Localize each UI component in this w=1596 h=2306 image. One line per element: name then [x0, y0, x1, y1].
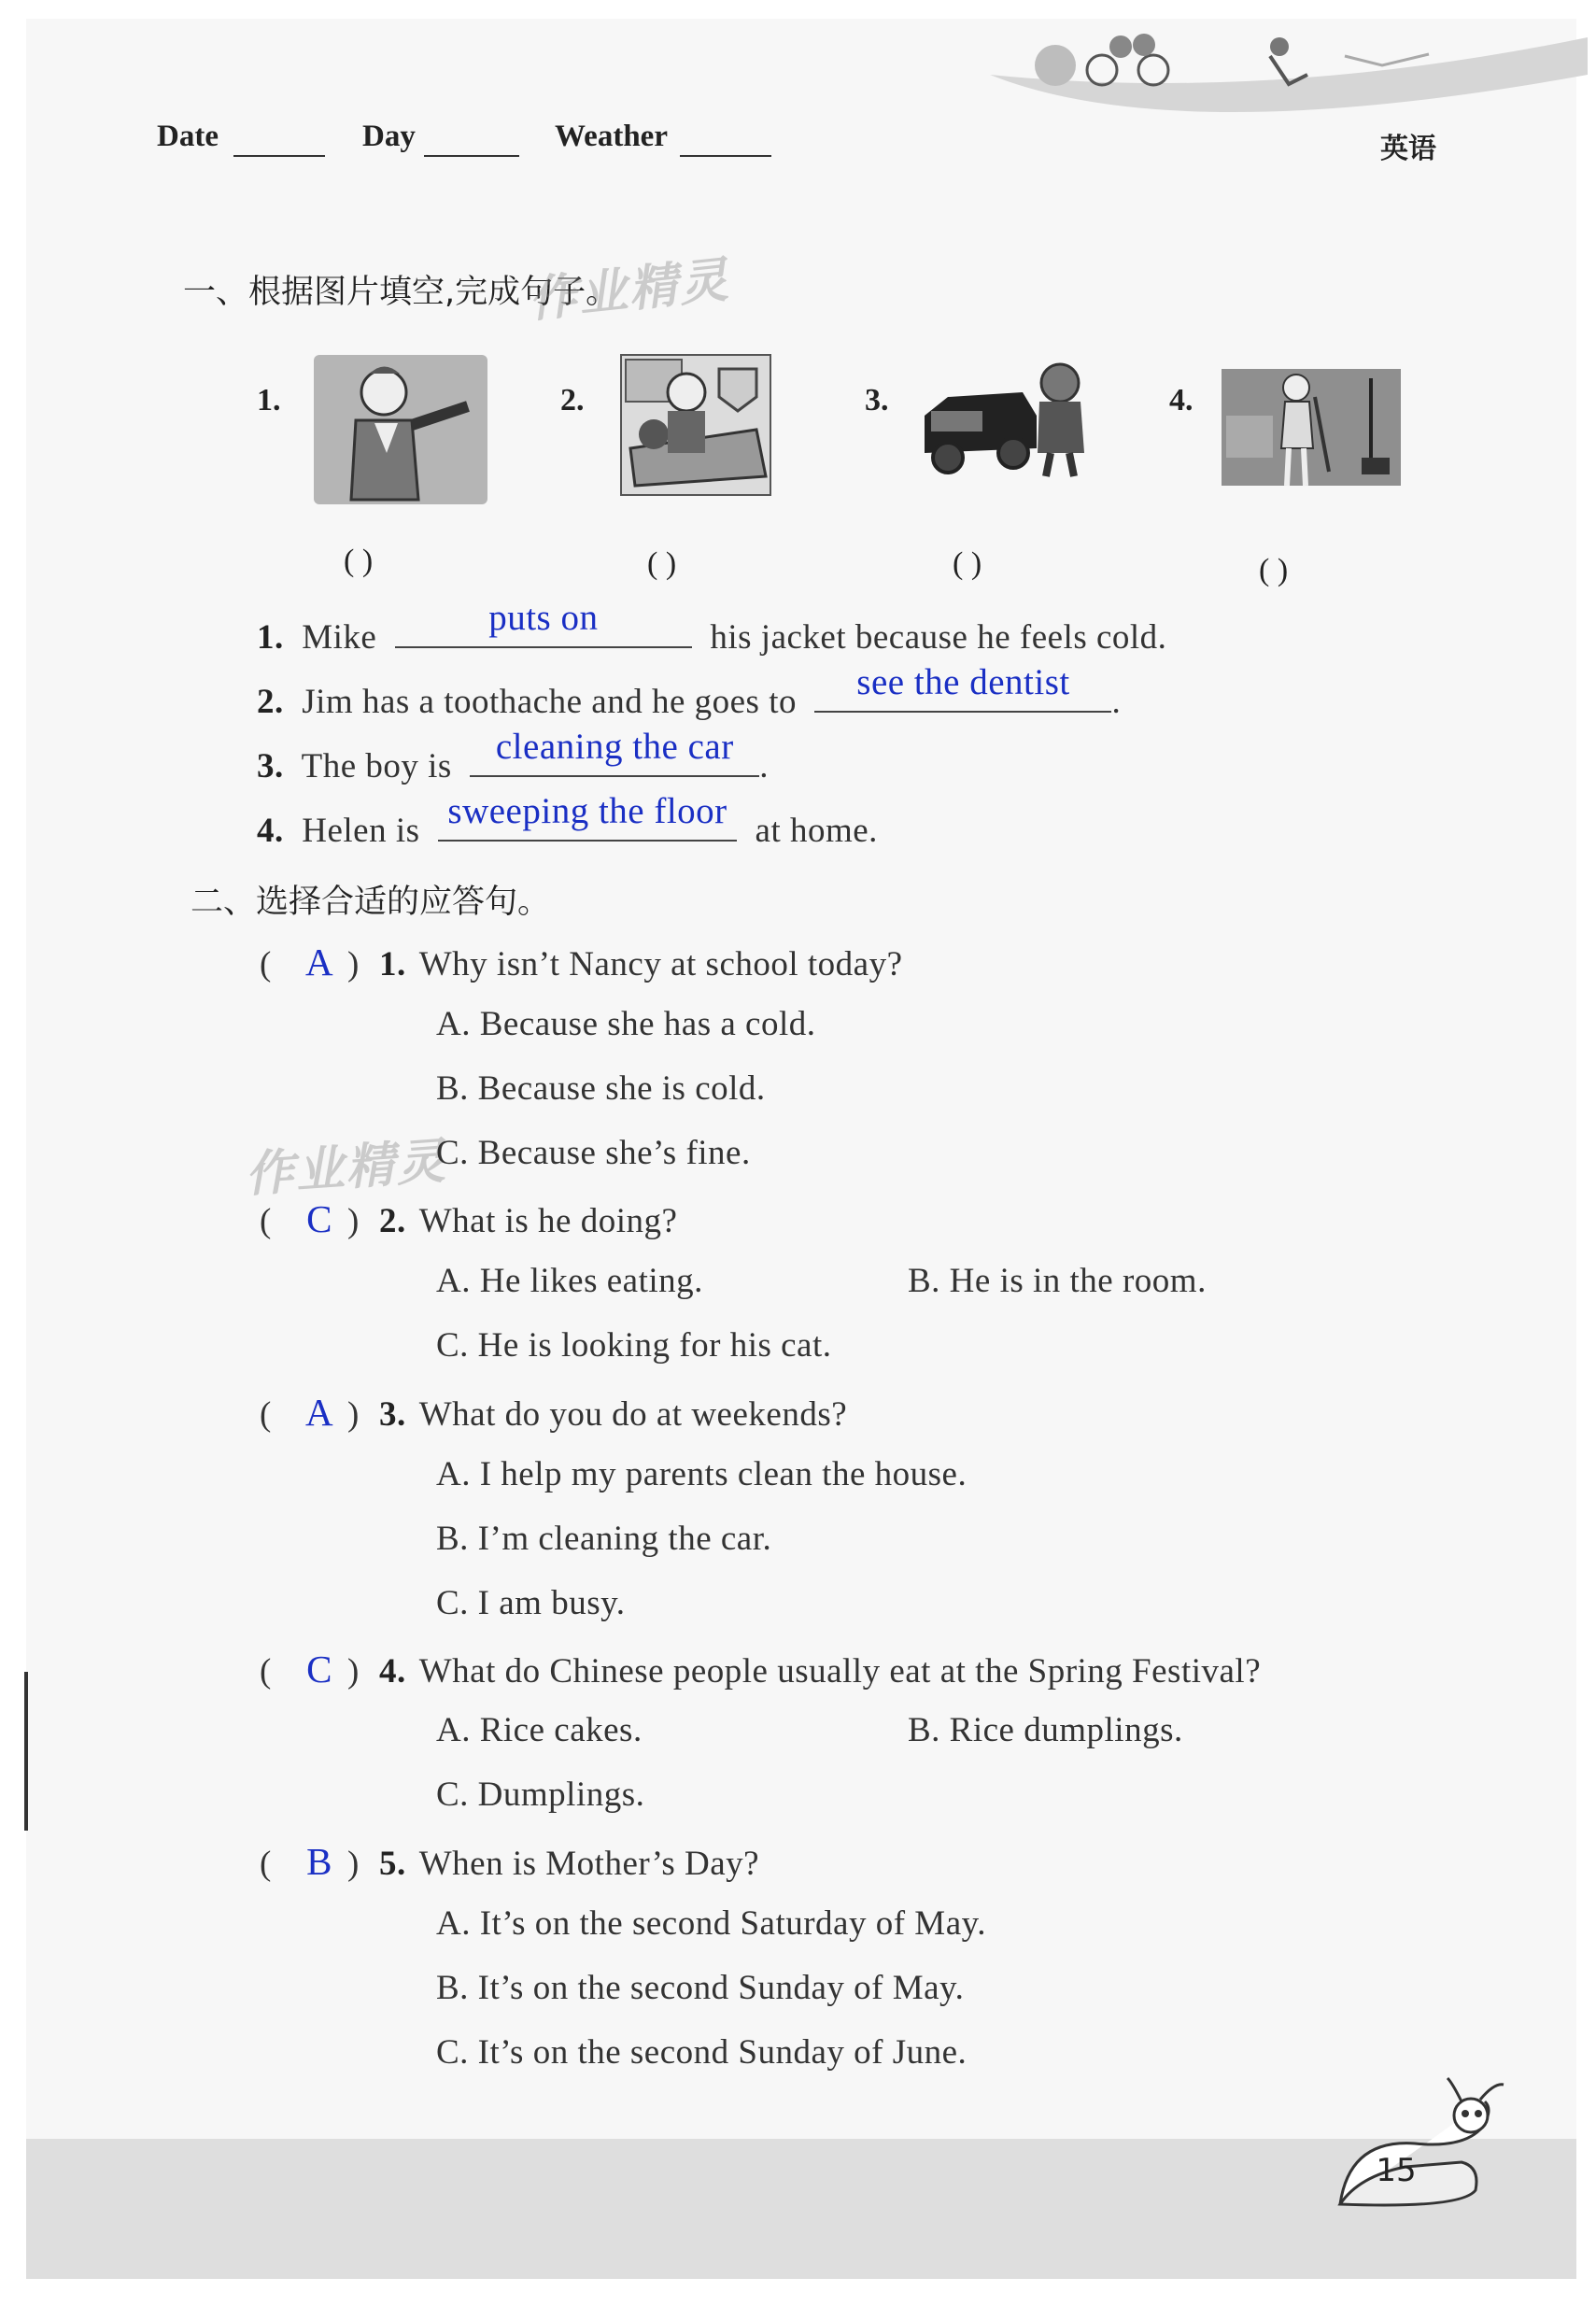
option-b: B. It’s on the second Sunday of May.	[436, 1969, 965, 2007]
option-c: C. Dumplings.	[436, 1775, 645, 1814]
sentence-1	[257, 598, 1167, 658]
question-text: What is he doing?	[418, 1202, 678, 1240]
picture-paren-3[interactable]: ( )	[953, 546, 982, 581]
sentence-4	[257, 791, 878, 851]
margin-line	[24, 1672, 28, 1831]
man-shivering-icon	[314, 350, 487, 509]
sentence-text: Helen is	[302, 812, 420, 850]
handwritten-answer: cleaning the car	[495, 727, 734, 767]
sentence-text: his jacket because he feels cold.	[710, 618, 1167, 657]
question-number: 3.	[379, 1395, 406, 1434]
answer-blank[interactable]	[395, 598, 692, 648]
option-c: C. I am busy.	[436, 1584, 626, 1622]
sentence-text: .	[1111, 683, 1122, 721]
question-number: 2.	[379, 1202, 406, 1240]
picture-number-3: 3.	[865, 383, 889, 417]
date-label: Date	[157, 120, 219, 153]
section1-title: 一、根据图片填空,完成句子。	[183, 274, 619, 311]
dentist-icon	[616, 346, 777, 509]
question-3: ( A ) 3. What do you do at weekends?	[260, 1391, 848, 1434]
picture-number-2: 2.	[560, 383, 585, 417]
question-text: What do Chinese people usually eat at the Spring Festival?	[418, 1652, 1262, 1691]
page-number: 15	[1376, 2152, 1417, 2189]
picture-number-4: 4.	[1169, 383, 1193, 417]
option-b: B. Rice dumplings.	[908, 1711, 1183, 1749]
sentence-number: 1.	[257, 618, 284, 657]
option-a: A. He likes eating.	[436, 1262, 703, 1300]
option-b: B. Because she is cold.	[436, 1069, 766, 1108]
option-c: C. He is looking for his cat.	[436, 1326, 832, 1365]
option-a: A. I help my parents clean the house.	[436, 1455, 967, 1493]
sentence-2	[257, 662, 1122, 722]
sentence-text: The boy is	[301, 747, 452, 785]
day-label: Day	[362, 120, 416, 153]
section2-title: 二、选择合适的应答句。	[191, 884, 551, 921]
question-text: Why isn’t Nancy at school today?	[418, 945, 903, 983]
watermark-logo: 作业精灵	[526, 251, 733, 330]
question-4: ( C ) 4. What do Chinese people usually eat at the Spring Festival?	[260, 1648, 1262, 1691]
sentence-text: at home.	[755, 812, 878, 850]
answer-blank[interactable]	[470, 727, 759, 777]
option-a: A. It’s on the second Saturday of May.	[436, 1904, 986, 1943]
option-c: C. It’s on the second Sunday of June.	[436, 2033, 967, 2072]
question-2: ( C ) 2. What is he doing?	[260, 1197, 678, 1240]
question-5: ( B ) 5. When is Mother’s Day?	[260, 1840, 760, 1883]
choice-answer[interactable]: A	[304, 1391, 334, 1434]
sentence-number: 2.	[257, 683, 284, 721]
question-number: 1.	[379, 945, 406, 983]
answer-blank[interactable]	[814, 662, 1111, 713]
option-a: A. Because she has a cold.	[436, 1005, 816, 1043]
sentence-text: .	[759, 747, 770, 785]
children-cycling-decoration-icon	[990, 19, 1588, 149]
weather-blank	[680, 155, 771, 157]
question-1: ( A ) 1. Why isn’t Nancy at school today?	[260, 941, 903, 983]
question-text: What do you do at weekends?	[418, 1395, 848, 1434]
picture-paren-1[interactable]: ( )	[344, 544, 374, 578]
option-a: A. Rice cakes.	[436, 1711, 643, 1749]
handwritten-answer: see the dentist	[856, 662, 1070, 702]
sentence-number: 4.	[257, 812, 284, 850]
boy-cleaning-car-icon	[920, 360, 1097, 481]
question-text: When is Mother’s Day?	[418, 1845, 760, 1883]
choice-answer[interactable]: B	[306, 1840, 332, 1883]
picture-paren-2[interactable]: ( )	[647, 546, 677, 581]
picture-paren-4[interactable]: ( )	[1259, 553, 1289, 587]
sentence-3	[257, 727, 770, 786]
sentence-number: 3.	[257, 747, 284, 785]
girl-sweeping-icon	[1222, 360, 1401, 490]
day-blank	[424, 155, 519, 157]
picture-number-1: 1.	[257, 383, 281, 417]
weather-label: Weather	[555, 120, 668, 153]
question-number: 4.	[379, 1652, 406, 1691]
option-b: B. He is in the room.	[908, 1262, 1207, 1300]
option-b: B. I’m cleaning the car.	[436, 1520, 772, 1558]
date-blank	[233, 155, 325, 157]
choice-answer[interactable]: A	[304, 941, 334, 983]
handwritten-answer: puts on	[488, 598, 599, 638]
handwritten-answer: sweeping the floor	[447, 791, 727, 831]
choice-answer[interactable]: C	[306, 1197, 332, 1240]
watermark-logo: 作业精灵	[243, 1133, 449, 1204]
choice-answer[interactable]: C	[306, 1648, 332, 1691]
option-c: C. Because she’s fine.	[436, 1134, 751, 1172]
subject-title: 英语	[1380, 133, 1436, 165]
question-number: 5.	[379, 1845, 406, 1883]
answer-blank[interactable]	[438, 791, 737, 842]
sentence-text: Mike	[302, 618, 377, 657]
sentence-text: Jim has a toothache and he goes to	[302, 683, 797, 721]
